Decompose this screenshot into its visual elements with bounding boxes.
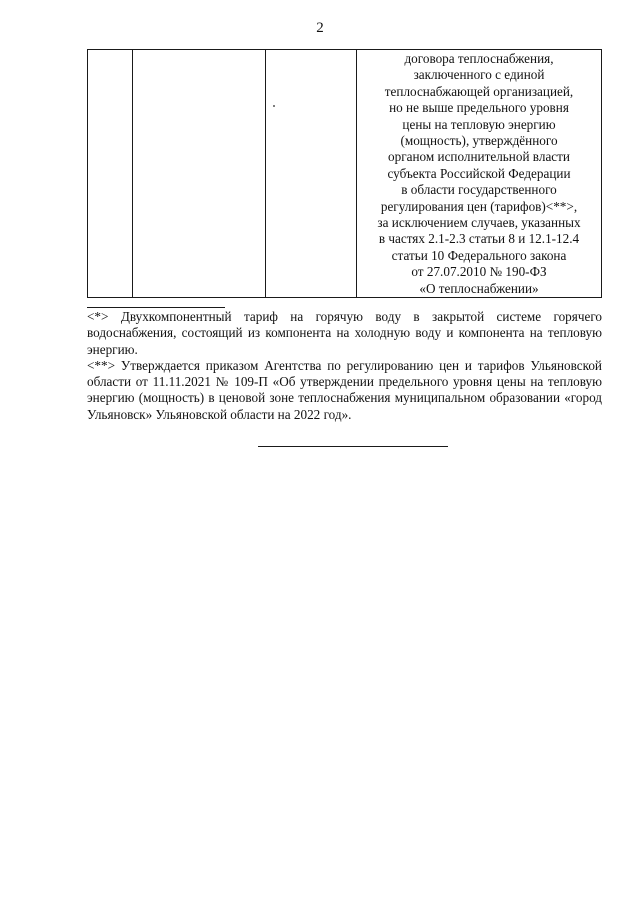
cell-line: (мощность), утверждённого xyxy=(400,133,558,149)
table-row xyxy=(88,50,602,298)
table-cell-number xyxy=(88,50,133,298)
table-cell-value xyxy=(266,50,357,298)
cell-line: органом исполнительной власти xyxy=(388,149,570,165)
cell-line: субъекта Российской Федерации xyxy=(387,165,571,181)
cell-line: в области государственного xyxy=(401,182,557,198)
cell-line: цены на тепловую энергию xyxy=(402,116,556,132)
footnote-1: <*> Двухкомпонентный тариф на горячую воду в закрытой системе горячего водоснабжения, состоящий из компонента на холодную воду и компонента на тепловую энергию. xyxy=(87,309,602,357)
table-cell-name xyxy=(133,50,266,298)
footnote-separator xyxy=(87,307,225,308)
continuation-table xyxy=(87,49,602,298)
cell-line: за исключением случаев, указанных xyxy=(377,215,581,231)
scan-speck xyxy=(273,105,275,107)
cell-line: договора теплоснабжения, xyxy=(404,51,554,66)
footnote-2: <**> Утверждается приказом Агентства по регулированию цен и тарифов Ульяновской области от 11.11.2021 № 109-П «Об утверждении предельного уровня цены на тепловую энергию (мощность) в ценовой зоне теплоснабжения муниципальном образовании «город Ульяновск» Ульяновской области на 2022 год». xyxy=(87,357,602,422)
table-cell-note xyxy=(357,50,602,298)
cell-line: «О теплоснабжении» xyxy=(419,280,539,296)
cell-line: в частях 2.1-2.3 статьи 8 и 12.1-12.4 xyxy=(378,231,580,247)
cell-line: теплоснабжающей организацией, xyxy=(384,83,574,99)
end-of-document-line xyxy=(258,446,448,447)
footnotes xyxy=(87,309,602,423)
cell-line: но не выше предельного уровня xyxy=(389,100,569,116)
cell-line: от 27.07.2010 № 190-ФЗ xyxy=(411,264,547,280)
page-number: 2 xyxy=(316,20,324,36)
cell-line: регулирования цен (тарифов)<**>, xyxy=(380,198,578,214)
cell-line: заключенного с единой xyxy=(413,67,545,83)
cell-line: статьи 10 Федерального закона xyxy=(391,247,567,263)
